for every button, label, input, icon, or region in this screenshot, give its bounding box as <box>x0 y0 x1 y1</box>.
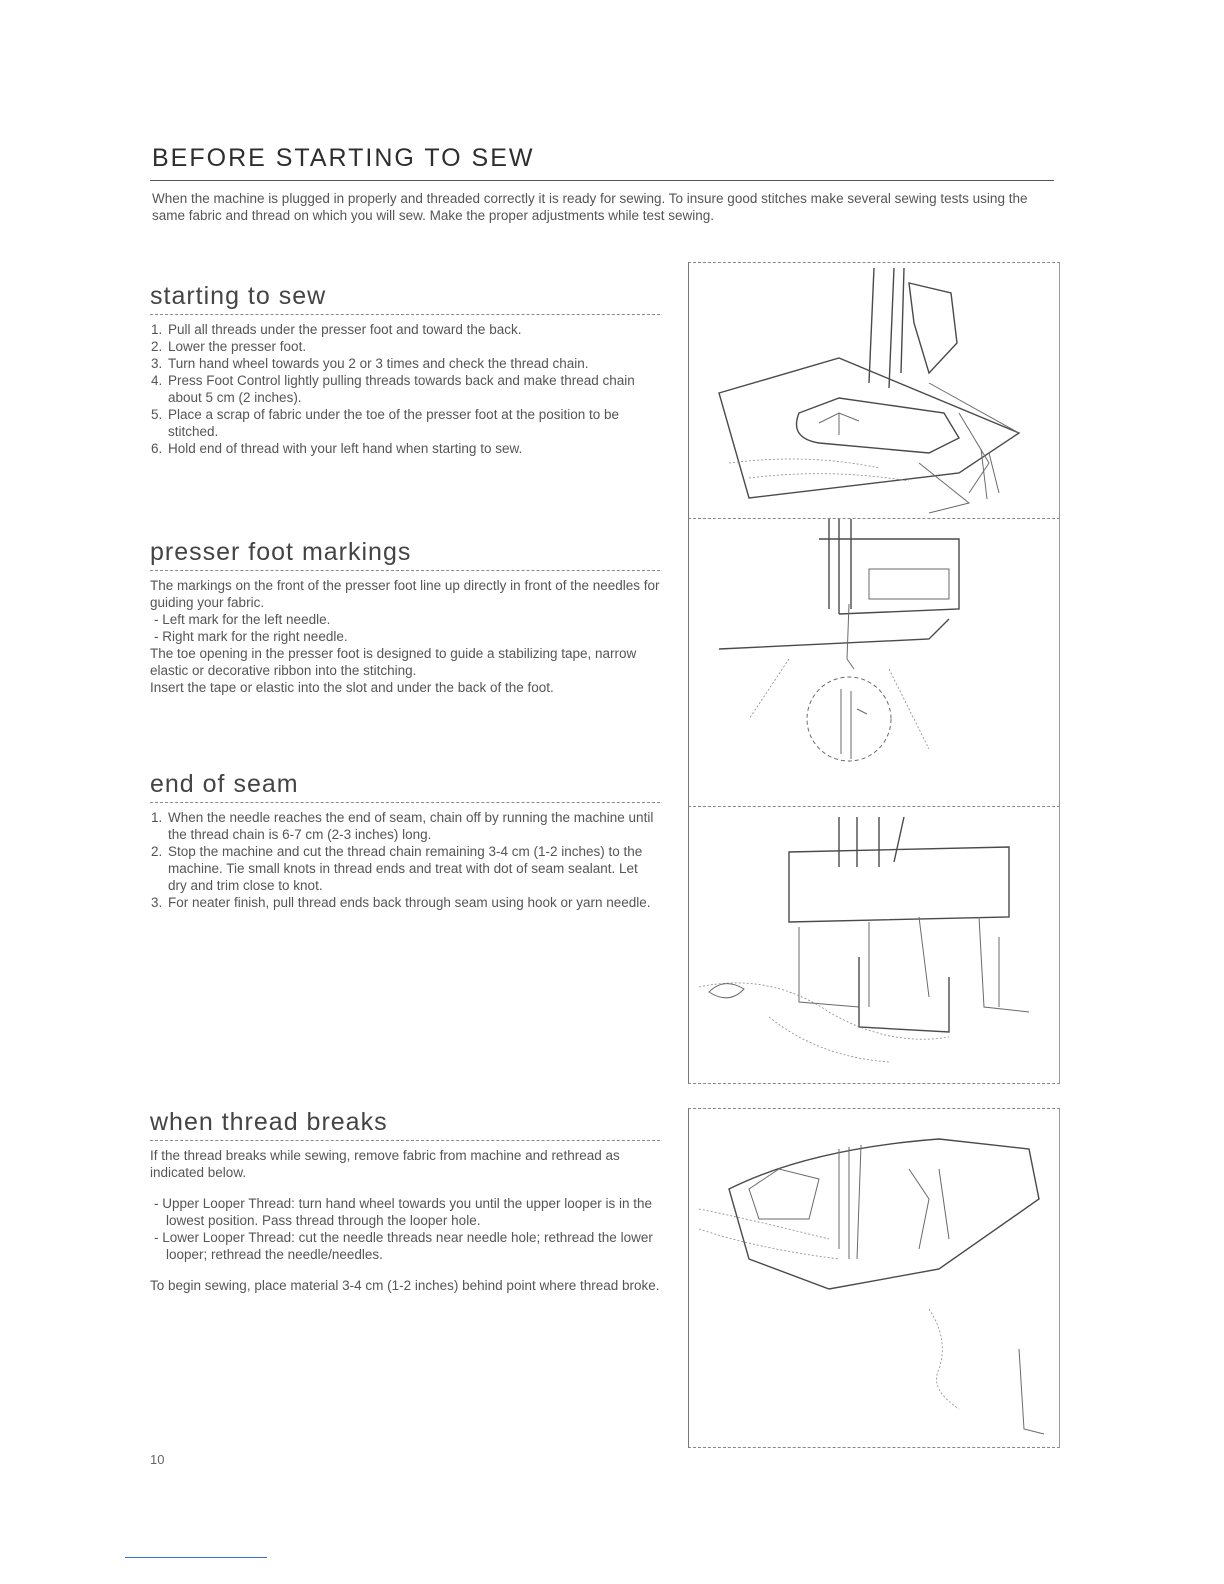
footer-link-underline <box>125 1557 267 1558</box>
step-item: 3. For neater finish, pull thread ends back through seam using hook or yarn needle. <box>166 894 660 911</box>
breaks-item: - Lower Looper Thread: cut the needle threads near needle hole; rethread the lower looper; rethread the needle/needles. <box>166 1229 660 1263</box>
section-when-thread-breaks <box>150 1108 660 1294</box>
step-item: 2. Lower the presser foot. <box>166 338 660 355</box>
breaks-item: - Upper Looper Thread: turn hand wheel towards you until the upper looper is in the lowest position. Pass thread through the looper hole. <box>166 1195 660 1229</box>
steps-list <box>150 809 660 911</box>
step-item: 6. Hold end of thread with your left hand when starting to sew. <box>166 440 660 457</box>
presser-foot-illustration <box>689 263 1059 519</box>
markings-intro: The markings on the front of the presser foot line up directly in front of the needles for guiding your fabric. <box>150 578 660 610</box>
figure-presser-foot <box>688 262 1060 520</box>
section-heading: starting to sew <box>150 282 660 315</box>
markings-para: The toe opening in the presser foot is designed to guide a stabilizing tape, narrow elastic or decorative ribbon into the stitching. <box>150 646 637 678</box>
step-item: 1. Pull all threads under the presser foot and toward the back. <box>166 321 660 338</box>
figure-foot-markings <box>688 518 1060 808</box>
intro-paragraph: When the machine is plugged in properly and threaded correctly it is ready for sewing. To insure good stitches make several sewing tests using the same fabric and thread on which you will sew. Make the proper adjustments while test sewing. <box>152 191 1028 223</box>
page-title: BEFORE STARTING TO SEW <box>152 144 535 172</box>
step-item: 2. Stop the machine and cut the thread chain remaining 3-4 cm (1-2 inches) to the machine. Tie small knots in thread ends and treat with dot of seam sealant. Let dry and trim close to knot. <box>166 843 660 894</box>
step-item: 1. When the needle reaches the end of seam, chain off by running the machine until the thread chain is 6-7 cm (2-3 inches) long. <box>166 809 660 843</box>
step-item: 4. Press Foot Control lightly pulling threads towards back and make thread chain about 5 cm (2 inches). <box>166 372 660 406</box>
marking-item: - Right mark for the right needle. <box>166 628 660 645</box>
section-presser-foot-markings <box>150 538 660 696</box>
marking-item: - Left mark for the left needle. <box>166 611 660 628</box>
title-rule <box>150 180 1054 181</box>
section-heading: end of seam <box>150 770 660 803</box>
step-item: 5. Place a scrap of fabric under the toe of the presser foot at the position to be stitched. <box>166 406 660 440</box>
section-heading: presser foot markings <box>150 538 660 571</box>
figure-thread-breaks <box>688 1108 1060 1448</box>
thread-breaks-illustration <box>689 1109 1059 1447</box>
section-starting-to-sew <box>150 282 660 457</box>
figure-end-of-seam <box>688 806 1060 1084</box>
steps-list <box>150 321 660 457</box>
breaks-intro: If the thread breaks while sewing, remove fabric from machine and rethread as indicated below. <box>150 1148 620 1180</box>
markings-list <box>150 611 660 645</box>
page-number: 10 <box>150 1452 165 1467</box>
markings-para: Insert the tape or elastic into the slot and under the back of the foot. <box>150 680 554 695</box>
step-item: 3. Turn hand wheel towards you 2 or 3 times and check the thread chain. <box>166 355 660 372</box>
breaks-outro: To begin sewing, place material 3-4 cm (1-2 inches) behind point where thread broke. <box>150 1278 660 1293</box>
section-end-of-seam <box>150 770 660 911</box>
section-heading: when thread breaks <box>150 1108 660 1141</box>
breaks-list <box>150 1195 660 1263</box>
foot-markings-illustration <box>689 519 1059 807</box>
end-of-seam-illustration <box>689 807 1059 1083</box>
